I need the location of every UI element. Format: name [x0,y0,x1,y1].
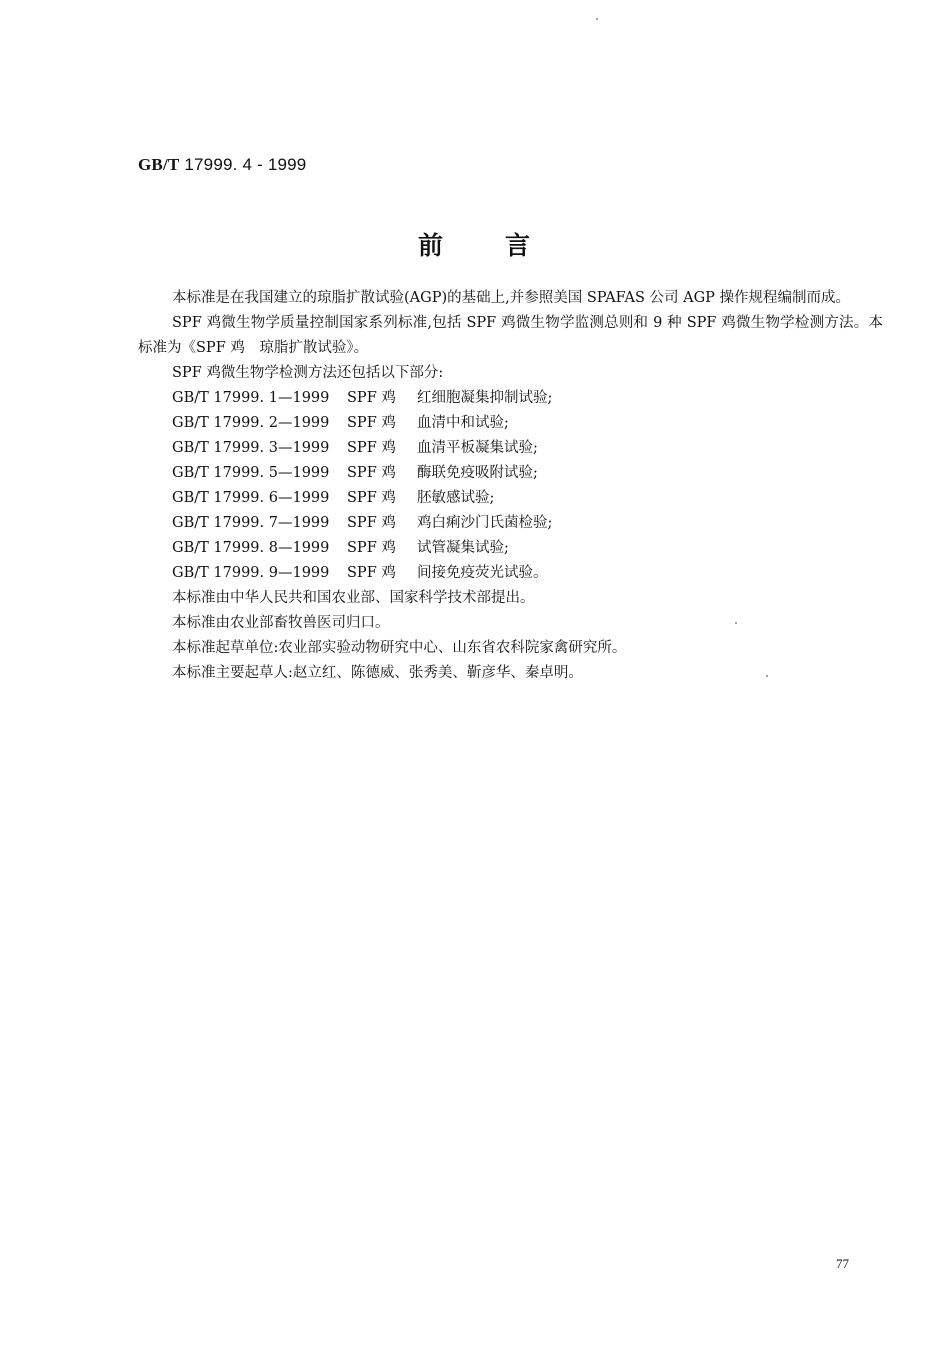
list-item [138,461,883,486]
part-code: GB/T 17999. 3—1999 [172,440,330,456]
standard-code-number: 17999. 4 - 1999 [179,155,307,174]
part-name: 胚敏感试验; [417,490,495,506]
standard-code-prefix: GB/T [138,155,180,174]
part-name: 红细胞凝集抑制试验; [417,390,553,406]
part-name: 间接免疫荧光试验。 [417,565,548,581]
part-code: GB/T 17999. 1—1999 [172,390,330,406]
list-item [138,561,883,586]
list-item [138,511,883,536]
foreword-body [138,286,883,686]
foreword-paragraph: 本标准是在我国建立的琼脂扩散试验(AGP)的基础上,并参照美国 SPAFAS 公司 AGP 操作规程编制而成。 [172,290,851,306]
part-subject: SPF 鸡 [347,465,396,481]
part-code: GB/T 17999. 7—1999 [172,515,330,531]
part-code: GB/T 17999. 8—1999 [172,540,330,556]
scan-speck [596,18,598,20]
part-code: GB/T 17999. 6—1999 [172,490,330,506]
parts-list [138,386,883,586]
foreword-paragraph: SPF 鸡微生物学检测方法还包括以下部分: [172,365,444,381]
part-subject: SPF 鸡 [347,440,396,456]
part-subject: SPF 鸡 [347,540,396,556]
part-name: 血清平板凝集试验; [417,440,538,456]
closing-statement: 本标准由中华人民共和国农业部、国家科学技术部提出。 [172,590,535,606]
part-name: 试管凝集试验; [417,540,509,556]
part-subject: SPF 鸡 [347,390,396,406]
part-name: 鸡白痢沙门氏菌检验; [417,515,553,531]
part-code: GB/T 17999. 2—1999 [172,415,330,431]
list-item [138,536,883,561]
part-name: 血清中和试验; [417,415,509,431]
part-subject: SPF 鸡 [347,515,396,531]
foreword-paragraph: SPF 鸡微生物学质量控制国家系列标准,包括 SPF 鸡微生物学监测总则和 9 种 SPF 鸡微生物学检测方法。本标准为《SPF 鸡 琼脂扩散试验》。 [138,315,883,356]
part-code: GB/T 17999. 5—1999 [172,465,330,481]
page-number: 77 [836,1256,849,1271]
list-item [138,486,883,511]
closing-statement: 本标准主要起草人:赵立红、陈德威、张秀美、靳彦华、秦卓明。 [172,665,583,681]
list-item [138,386,883,411]
closing-statement: 本标准起草单位:农业部实验动物研究中心、山东省农科院家禽研究所。 [172,640,627,656]
part-subject: SPF 鸡 [347,565,396,581]
part-code: GB/T 17999. 9—1999 [172,565,330,581]
page-title: 前言 [417,231,592,260]
part-name: 酶联免疫吸附试验; [417,465,538,481]
part-subject: SPF 鸡 [347,415,396,431]
standard-code-header [138,155,306,175]
closing-statement: 本标准由农业部畜牧兽医司归口。 [172,615,390,631]
list-item [138,436,883,461]
part-subject: SPF 鸡 [347,490,396,506]
list-item [138,411,883,436]
